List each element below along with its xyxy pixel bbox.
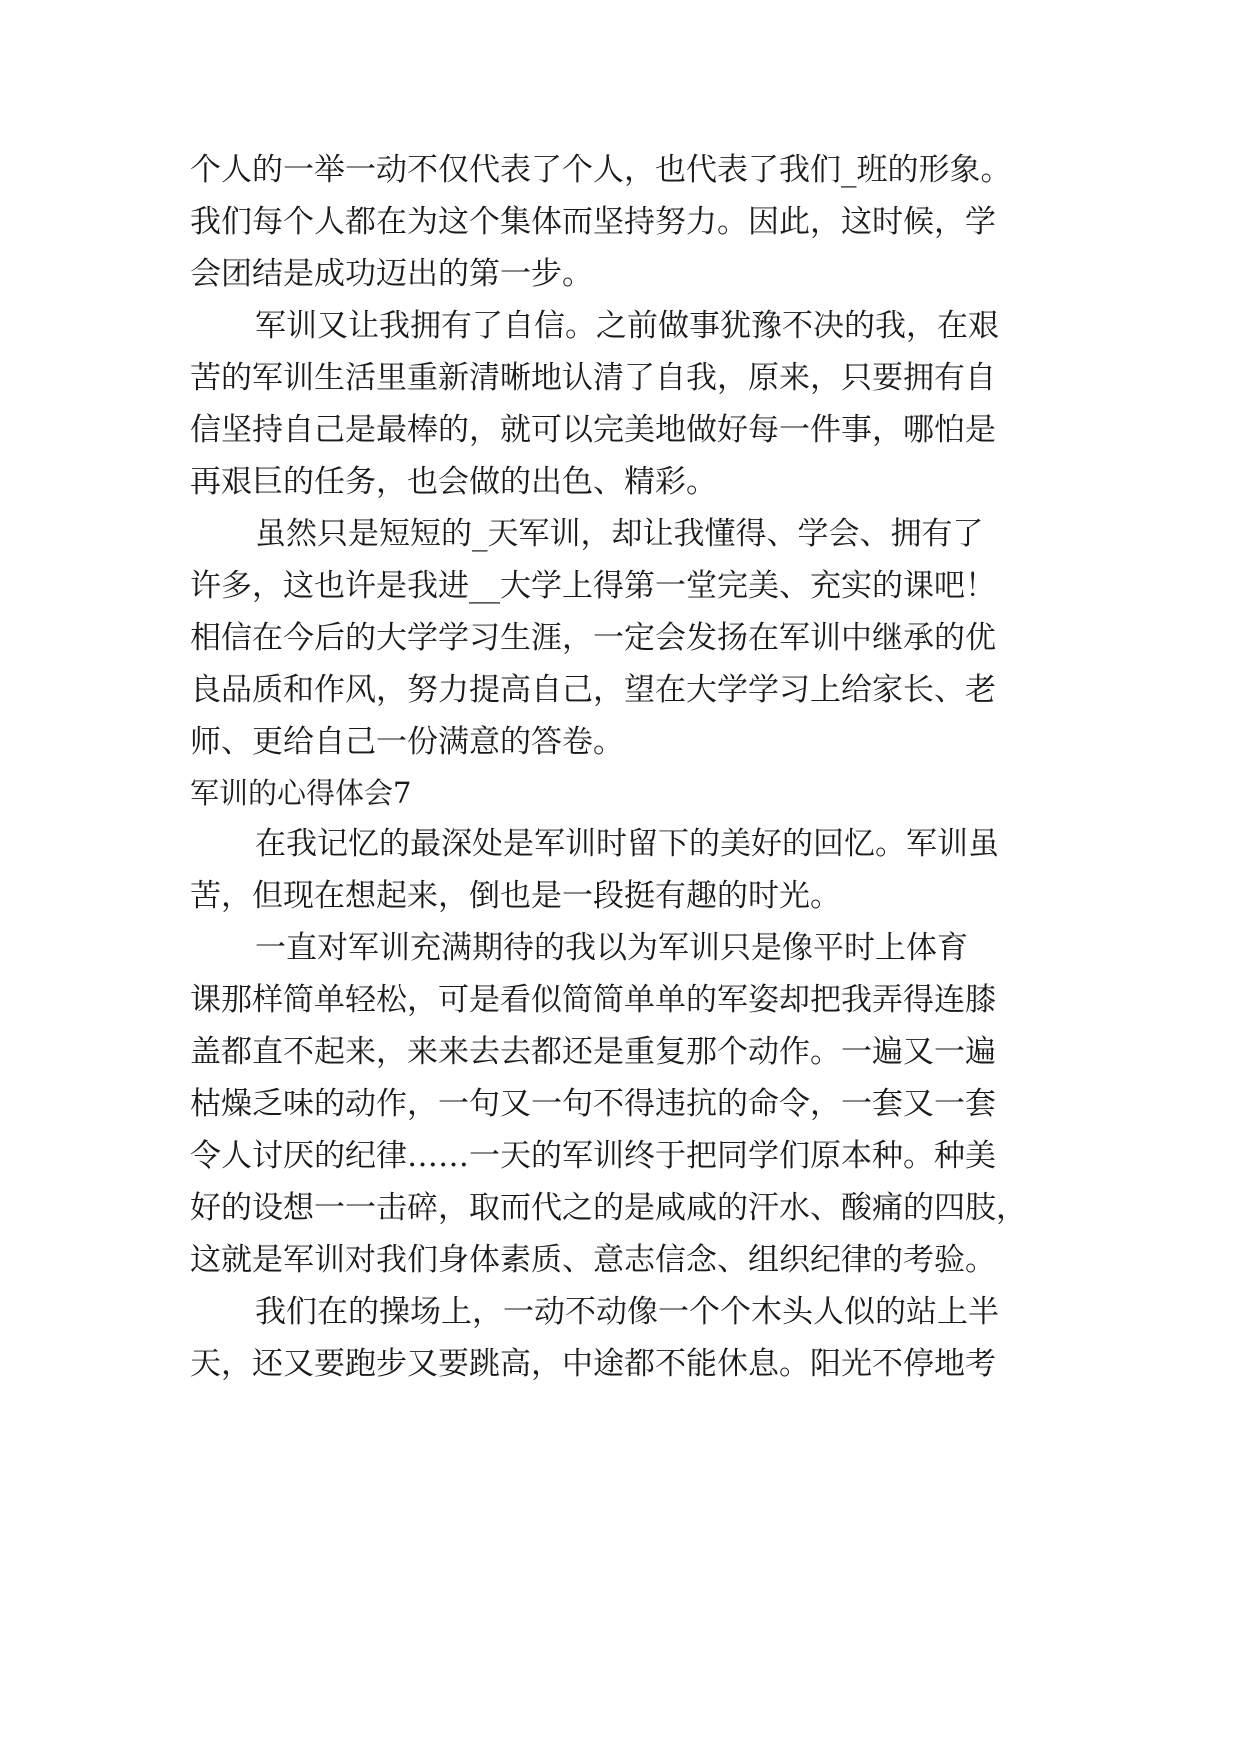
text-line: 师、更给自己一份满意的答卷。 (190, 724, 624, 760)
text-line: 信坚持自己是最棒的，就可以完美地做好每一件事，哪怕是 (190, 412, 996, 448)
text-line: 相信在今后的大学学习生涯，一定会发扬在军训中继承的优 (190, 620, 996, 656)
section-heading: 军训的心得体会7 (190, 776, 412, 810)
text-line: 良品质和作风，努力提高自己，望在大学学习上给家长、老 (190, 672, 996, 708)
text-line: 枯燥乏味的动作，一句又一句不得违抗的命令，一套又一套 (190, 1086, 996, 1122)
text-line: 课那样简单轻松，可是看似简简单单的军姿却把我弄得连膝 (190, 982, 996, 1018)
text-line: 一直对军训充满期待的我以为军训只是像平时上体育 (255, 930, 968, 966)
text-line: 在我记忆的最深处是军训时留下的美好的回忆。军训虽 (255, 826, 999, 862)
text-line: 天，还又要跑步又要跳高，中途都不能休息。阳光不停地考 (190, 1346, 996, 1382)
text-line: 我们在的操场上，一动不动像一个个木头人似的站上半 (255, 1294, 999, 1330)
text-line: 苦，但现在想起来，倒也是一段挺有趣的时光。 (190, 878, 841, 914)
text-line: 令人讨厌的纪律……一天的军训终于把同学们原本种。种美 (190, 1138, 996, 1174)
text-line: 个人的一举一动不仅代表了个人，也代表了我们_班的形象。 (190, 152, 1012, 188)
text-line: 盖都直不起来，来来去去都还是重复那个动作。一遍又一遍 (190, 1034, 996, 1070)
text-line: 许多，这也许是我进__大学上得第一堂完美、充实的课吧！ (190, 568, 996, 604)
text-line: 会团结是成功迈出的第一步。 (190, 256, 593, 292)
text-line: 苦的军训生活里重新清晰地认清了自我，原来，只要拥有自 (190, 360, 996, 396)
text-line: 好的设想一一击碎，取而代之的是咸咸的汗水、酸痛的四肢， (190, 1190, 1027, 1226)
text-line: 虽然只是短短的_天军训，却让我懂得、学会、拥有了 (255, 516, 984, 552)
text-line: 再艰巨的任务，也会做的出色、精彩。 (190, 464, 717, 500)
text-line: 这就是军训对我们身体素质、意志信念、组织纪律的考验。 (190, 1242, 996, 1278)
text-line: 我们每个人都在为这个集体而坚持努力。因此，这时候，学 (190, 204, 996, 240)
text-line: 军训又让我拥有了自信。之前做事犹豫不决的我，在艰 (255, 308, 999, 344)
